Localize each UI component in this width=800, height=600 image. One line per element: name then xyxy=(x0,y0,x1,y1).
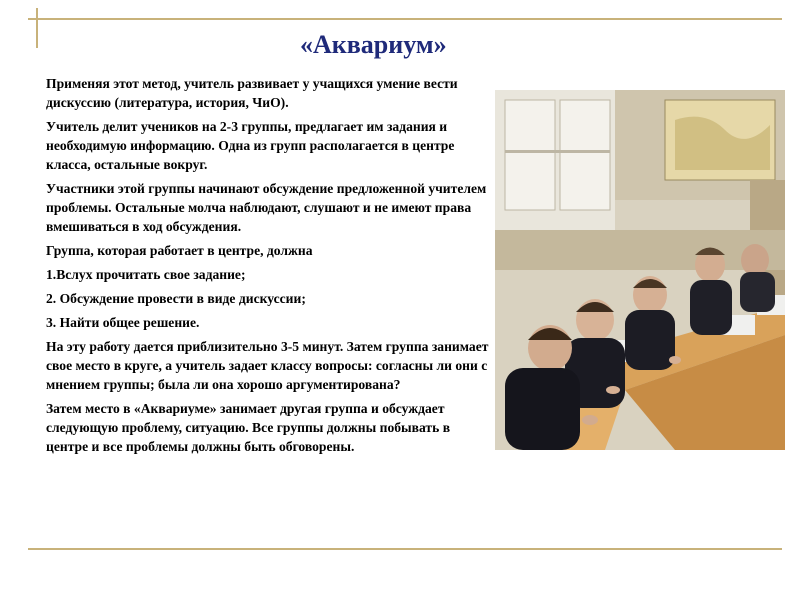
list-item-3: 3. Найти общее решение. xyxy=(46,315,200,330)
list-item-2: 2. Обсуждение провести в виде дискуссии; xyxy=(46,291,306,306)
slide-title: «Аквариум» xyxy=(300,30,447,59)
paragraph-discussion: Участники этой группы начинают обсуждение предложенной учителем проблемы. Остальные молча наблюдают, слушают и не имеют права вмешиваться в ход обсуждения. xyxy=(46,181,487,234)
classroom-photo xyxy=(495,90,785,450)
paragraph-rotation: Затем место в «Аквариуме» занимает другая группа и обсуждает следующую проблему, ситуацию. Все группы должны побывать в центре и все проблемы должны быть обговорены. xyxy=(46,401,451,454)
decorative-rule-top xyxy=(28,18,782,20)
paragraph-timing: На эту работу дается приблизительно 3-5 минут. Затем группа занимает свое место в круге, а учитель задает классу вопросы: согласны ли они с мнением группы; была ли она хорошо аргументирована? xyxy=(46,339,489,392)
paragraph-method-purpose: Применяя этот метод, учитель развивает у учащихся умение вести дискуссию (литература, история, ЧиО). xyxy=(46,76,458,110)
slide-body xyxy=(46,74,494,461)
decorative-rule-left xyxy=(36,8,38,48)
paragraph-grouping: Учитель делит учеников на 2-3 группы, предлагает им задания и необходимую информацию. Одна из групп располагается в центре класса, остальные вокруг. xyxy=(46,119,455,172)
decorative-rule-bottom xyxy=(28,548,782,550)
paragraph-group-duties: Группа, которая работает в центре, должна xyxy=(46,243,313,258)
list-item-1: 1.Вслух прочитать свое задание; xyxy=(46,267,246,282)
